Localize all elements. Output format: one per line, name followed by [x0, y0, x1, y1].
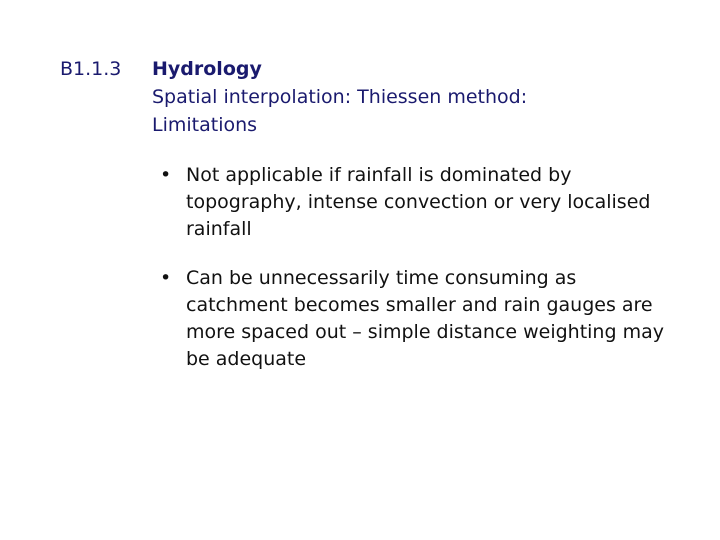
- slide-title: Hydrology: [152, 58, 262, 80]
- slide-heading: [152, 55, 692, 139]
- slide-subtitle-line1: Spatial interpolation: Thiessen method:: [152, 86, 528, 108]
- bullet-list: [160, 162, 680, 395]
- bullet-item-2: [160, 265, 680, 373]
- bullet-dot-icon: •: [160, 267, 172, 289]
- section-number: B1.1.3: [60, 58, 122, 80]
- slide-subtitle-line2: Limitations: [152, 114, 258, 136]
- bullet-text: Not applicable if rainfall is dominated by topography, intense convection or very localised rainfall: [186, 164, 651, 240]
- bullet-dot-icon: •: [160, 164, 172, 186]
- bullet-text: Can be unnecessarily time consuming as catchment becomes smaller and rain gauges are more spaced out – simple distance weighting may be adequate: [186, 267, 664, 370]
- bullet-item-1: [160, 162, 680, 243]
